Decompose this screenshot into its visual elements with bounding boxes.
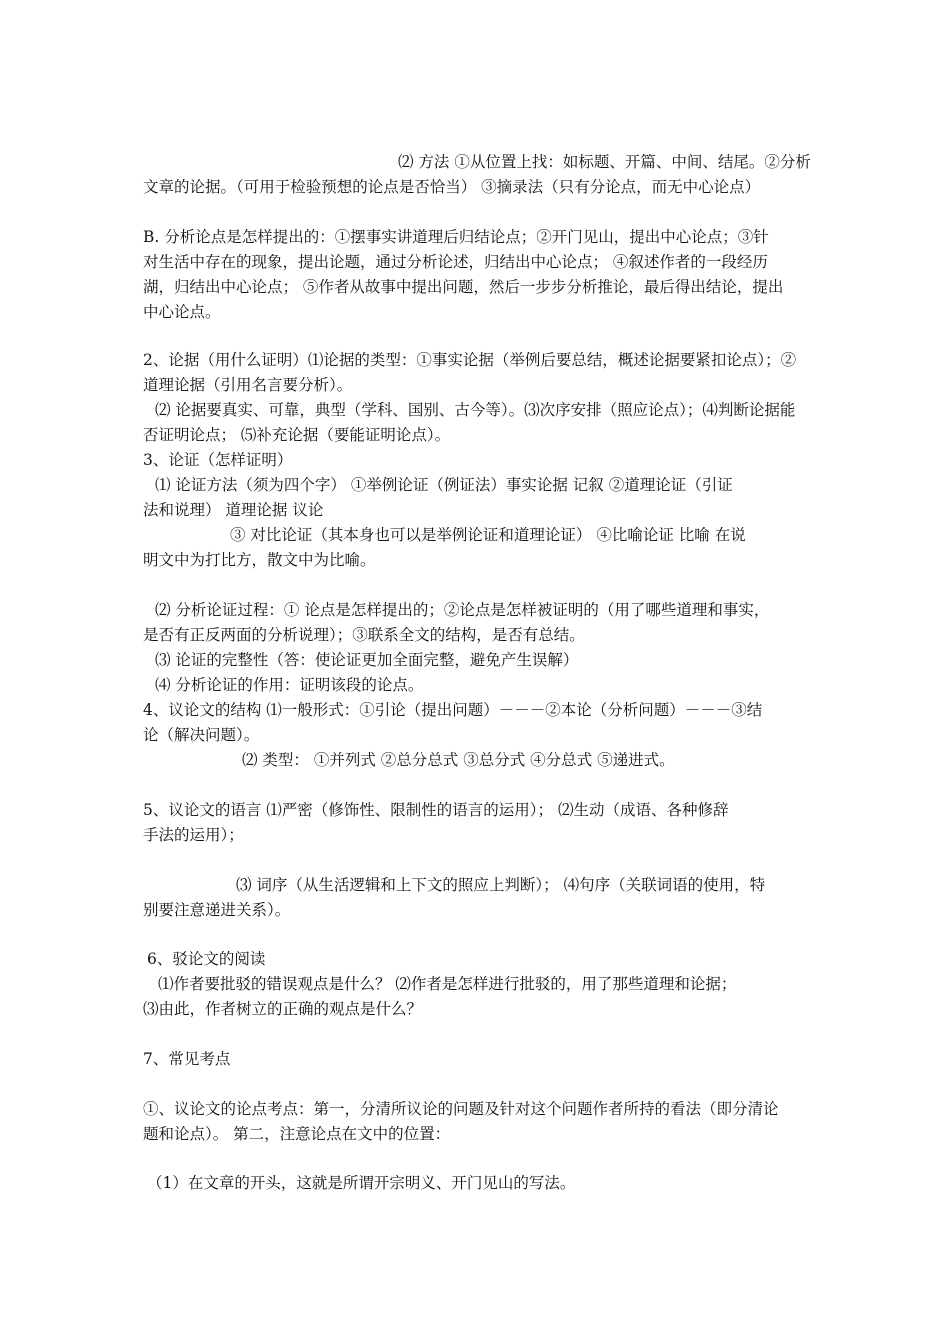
text-line: ⑴作者要批驳的错误观点是什么？ ⑵作者是怎样进行批驳的，用了那些道理和论据； [158,975,737,993]
text-line: 否证明论点； ⑸补充论据（要能证明论点）。 [143,426,451,444]
text-line: ⑵ 方法 ①从位置上找：如标题、开篇、中间、结尾。②分析 [398,153,811,171]
text-line: 是否有正反两面的分析说理）；③联系全文的结构，是否有总结。 [143,626,585,644]
text-line: ⑵ 论据要真实、可靠，典型（学科、国别、古今等）。⑶次序安排（照应论点）；⑷判断论据能 [155,401,796,419]
text-line: 论（解决问题）。 [143,726,260,744]
text-line: 明文中为打比方，散文中为比喻。 [143,551,376,569]
text-line: 中心论点。 [143,303,221,321]
text-line: 2、论据（用什么证明）⑴论据的类型：①事实论据（举例后要总结，概述论据要紧扣论点）；② [143,351,797,369]
text-line: 题和论点）。 第二，注意论点在文中的位置： [143,1125,451,1143]
text-line: ⑶由此，作者树立的正确的观点是什么？ [143,1000,423,1018]
text-line: ①、议论文的论点考点：第一，分清所议论的问题及针对这个问题作者所持的看法（即分清论 [143,1100,779,1118]
text-line: 手法的运用）； [143,826,244,844]
text-line: 对生活中存在的现象，提出论题，通过分析论述，归结出中心论点； ④叙述作者的一段经历 [143,253,768,271]
text-line: ③ 对比论证（其本身也可以是举例论证和道理论证） ④比喻论证 比喻 在说 [230,526,746,544]
text-line: 道理论据（引用名言要分析）。 [143,376,353,394]
text-line: ⑶ 词序（从生活逻辑和上下文的照应上判断）； ⑷句序（关联词语的使用，特 [236,876,766,894]
text-line: ⑵ 分析论证过程：① 论点是怎样提出的；②论点是怎样被证明的（用了哪些道理和事实， [155,601,770,619]
text-line: ⑴ 论证方法（须为四个字） ①举例论证（例证法）事实论据 记叙 ②道理论证（引证 [155,476,733,494]
text-line: 6、驳论文的阅读 [147,950,266,968]
text-line: 3、论证（怎样证明） [143,451,293,469]
text-line: B. 分析论点是怎样提出的：①摆事实讲道理后归结论点；②开门见山，提出中心论点；③针 [143,228,769,246]
text-line: 4、议论文的结构 ⑴一般形式：①引论（提出问题）－－－②本论（分析问题）－－－③结 [143,701,763,719]
text-line: 5、议论文的语言 ⑴严密（修饰性、限制性的语言的运用）； ⑵生动（成语、各种修辞 [143,801,729,819]
text-line: 文章的论据。（可用于检验预想的论点是否恰当） ③摘录法（只有分论点，而无中心论点） [143,178,761,196]
text-line: ⑷ 分析论证的作用：证明该段的论点。 [155,676,424,694]
text-line: ⑶ 论证的完整性（答：使论证更加全面完整，避免产生误解） [155,651,579,669]
text-line: 7、常见考点 [143,1050,231,1068]
text-line: 法和说理） 道理论据 议论 [143,501,324,519]
text-line: 湖，归结出中心论点； ⑤作者从故事中提出问题，然后一步步分析推论，最后得出结论，提出 [143,278,784,296]
text-line: 别要注意递进关系）。 [143,901,291,919]
text-line: ⑵ 类型： ①并列式 ②总分总式 ③总分式 ④分总式 ⑤递进式。 [242,751,675,769]
text-line: （1）在文章的开头，这就是所谓开宗明义、开门见山的写法。 [147,1174,576,1192]
